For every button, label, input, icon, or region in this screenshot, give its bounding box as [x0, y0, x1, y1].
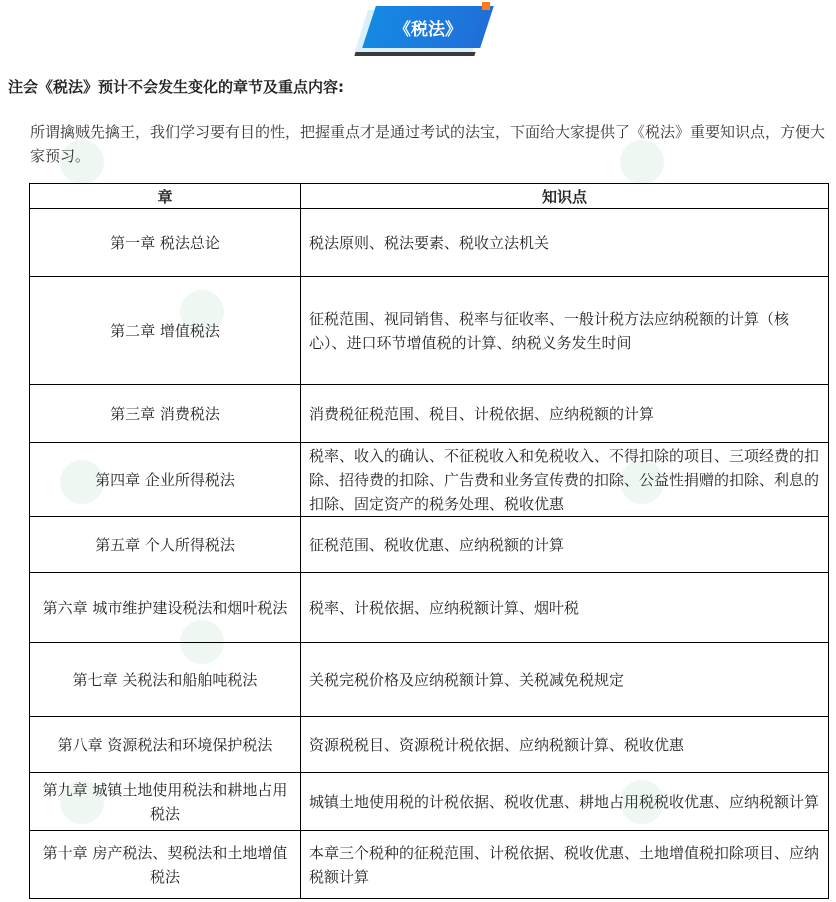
chapter-cell: 第六章 城市维护建设税法和烟叶税法: [30, 573, 301, 643]
banner-title: 《税法》: [394, 19, 462, 40]
table-row: [30, 517, 829, 573]
section-heading: 注会《税法》预计不会发生变化的章节及重点内容:: [8, 78, 345, 96]
table-row: [30, 643, 829, 717]
chapter-cell: 第七章 关税法和船舶吨税法: [30, 643, 301, 717]
knowledge-table: [29, 183, 829, 899]
column-header-chapter: 章: [30, 184, 301, 209]
points-cell: 关税完税价格及应纳税额计算、关税减免税规定: [301, 643, 829, 717]
table-row: [30, 443, 829, 517]
chapter-cell: 第十章 房产税法、契税法和土地增值税法: [30, 831, 301, 899]
table-row: [30, 277, 829, 385]
points-cell: 消费税征税范围、税目、计税依据、应纳税额的计算: [301, 385, 829, 443]
points-cell: 税率、计税依据、应纳税额计算、烟叶税: [301, 573, 829, 643]
chapter-cell: 第二章 增值税法: [30, 277, 301, 385]
points-cell: 本章三个税种的征税范围、计税依据、税收优惠、土地增值税扣除项目、应纳税额计算: [301, 831, 829, 899]
points-cell: 征税范围、视同销售、税率与征收率、一般计税方法应纳税额的计算（核心）、进口环节增值税的计算、纳税义务发生时间: [301, 277, 829, 385]
title-banner: [355, 2, 495, 58]
table-row: [30, 209, 829, 277]
intro-paragraph: 所谓擒贼先擒王，我们学习要有目的性，把握重点才是通过考试的法宝，下面给大家提供了《税法》重要知识点，方便大家预习。: [30, 123, 826, 165]
banner-underline: [354, 52, 475, 56]
points-cell: 资源税税目、资源税计税依据、应纳税额计算、税收优惠: [301, 717, 829, 773]
table-row: [30, 573, 829, 643]
chapter-cell: 第九章 城镇土地使用税法和耕地占用税法: [30, 773, 301, 831]
table-row: [30, 717, 829, 773]
table-row: [30, 831, 829, 899]
chapter-cell: 第八章 资源税法和环境保护税法: [30, 717, 301, 773]
points-cell: 城镇土地使用税的计税依据、税收优惠、耕地占用税税收优惠、应纳税额计算: [301, 773, 829, 831]
chapter-cell: 第一章 税法总论: [30, 209, 301, 277]
table-header-row: [30, 184, 829, 209]
chapter-cell: 第三章 消费税法: [30, 385, 301, 443]
chapter-cell: 第五章 个人所得税法: [30, 517, 301, 573]
table-row: [30, 385, 829, 443]
column-header-points: 知识点: [301, 184, 829, 209]
table-row: [30, 773, 829, 831]
points-cell: 税率、收入的确认、不征税收入和免税收入、不得扣除的项目、三项经费的扣除、招待费的扣除、广告费和业务宣传费的扣除、公益性捐赠的扣除、利息的扣除、固定资产的税务处理、税收优惠: [301, 443, 829, 517]
points-cell: 征税范围、税收优惠、应纳税额的计算: [301, 517, 829, 573]
chapter-cell: 第四章 企业所得税法: [30, 443, 301, 517]
points-cell: 税法原则、税法要素、税收立法机关: [301, 209, 829, 277]
